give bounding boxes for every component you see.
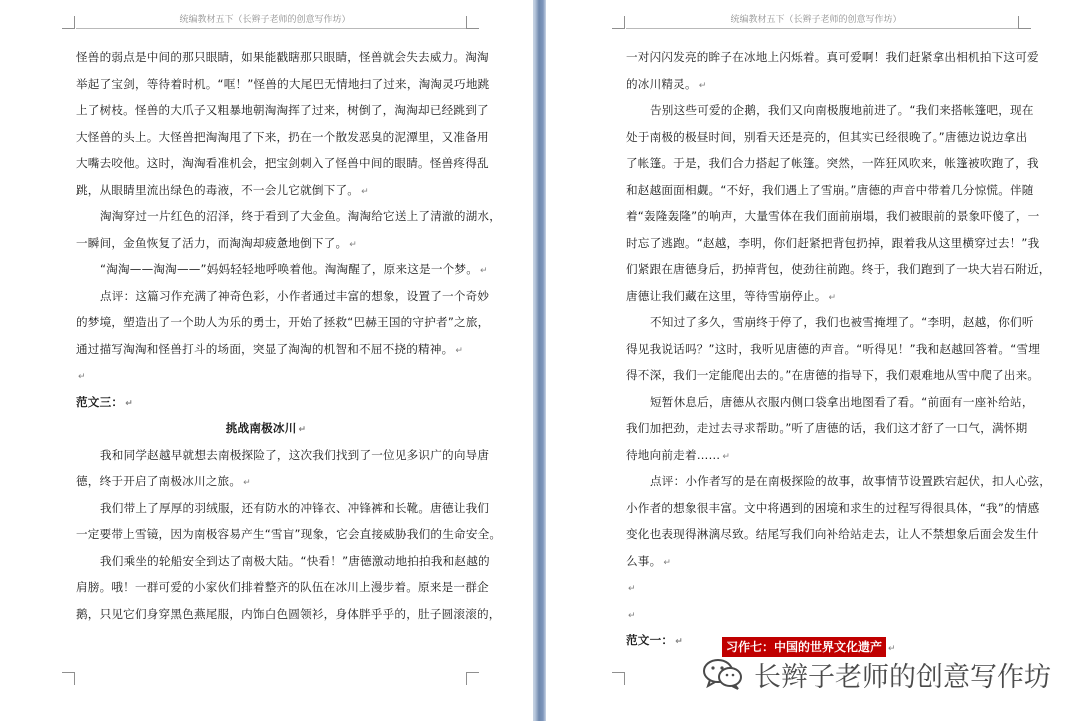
watermark-text: 长辫子老师的创意写作坊	[754, 661, 1051, 693]
page-header: 统编教材五下（长辫子老师的创意写作坊）	[179, 15, 351, 25]
text-line	[76, 574, 489, 601]
text-line	[76, 124, 489, 151]
paragraph-mark: ↵	[888, 644, 896, 654]
line-text: 得见我说话吗？”这时，我听见唐德的声音。“听得见！”我和赵越回答着。“雪埋	[626, 341, 1041, 356]
text-line	[76, 203, 501, 230]
line-text: 得不深，我们一定能爬出去的。”在唐德的指导下，我们艰难地从雪中爬了出来。	[626, 368, 1040, 382]
page-body-right[interactable]	[626, 44, 1051, 654]
text-line	[626, 150, 1039, 177]
text-line	[626, 309, 1034, 336]
text-line	[626, 362, 1040, 389]
margin-corner-mark	[62, 16, 75, 29]
text-line	[76, 468, 456, 495]
line-text: 处于南极的极昼时间，别看天还是亮的，但其实已经很晚了。”唐德边说边拿出	[626, 129, 1028, 144]
line-text: 的梦境，塑造出了一个助人为乐的勇士，开始了拯救“巴赫王国的守护者”之旅，	[76, 315, 490, 329]
text-line	[76, 230, 456, 257]
line-text: 点评：小作者写的是在南极探险的故事，故事情节设置跌宕起伏，扣人心弦，	[650, 474, 1051, 488]
paragraph-mark: ↵	[361, 186, 369, 197]
text-line	[626, 230, 1040, 257]
line-text: 鹅，只见它们身穿黑色燕尾服，内饰白色圆领衫，身体胖乎乎的，肚子圆滚滚的，	[76, 606, 501, 621]
text-line	[76, 442, 490, 469]
line-text: 时忘了逃跑。“赵越，李明，你们赶紧把背包扔掉，跟着我从这里横穿过去！”我	[626, 235, 1040, 250]
text-line	[76, 150, 489, 177]
text-line	[626, 336, 1041, 363]
paragraph-mark: ↵	[243, 478, 251, 488]
text-line	[626, 389, 1034, 416]
line-text: 跳，从眼睛里流出绿色的毒液，不一会儿它就倒下了。	[76, 182, 360, 197]
line-text: 着“轰隆轰隆”的响声，大量雪体在我们面前崩塌，我们被眼前的景象吓傻了，一	[626, 209, 1040, 223]
text-line	[626, 283, 1008, 310]
line-text: 大怪兽的头上。大怪兽把淘淘甩了下来，扔在一个散发恶臭的泥潭里，又准备用	[76, 129, 489, 144]
text-line	[626, 495, 1040, 522]
line-text: 通过描写淘淘和怪兽打斗的场面，突显了淘淘的机智和不屈不挠的精神。	[76, 341, 454, 356]
header-rule	[626, 28, 1018, 29]
text-line	[626, 177, 1034, 204]
paragraph-mark: ↵	[628, 610, 636, 621]
paragraph-mark: ↵	[828, 292, 837, 303]
line-text: 范文三：	[76, 394, 124, 409]
header-rule	[76, 28, 466, 29]
section-title: 习作七：中国的世界文化遗产	[722, 637, 886, 657]
text-line	[626, 468, 1051, 495]
paragraph-mark: ↵	[349, 239, 358, 250]
line-text: 变化也表现得淋漓尽致。结尾写我们向补给站走去，让人不禁想象后面会发生什	[626, 527, 1039, 541]
paragraph-mark: ↵	[675, 637, 683, 647]
paragraph-mark: ↵	[480, 266, 488, 276]
line-text: 们紧跟在唐德身后，扔掉背包，使劲往前跑。终于，我们跑到了一块大岩石附近，	[626, 262, 1051, 276]
text-line	[76, 309, 490, 336]
text-line	[626, 256, 1051, 283]
line-text: 德，终于开启了南极冰川之旅。	[76, 474, 242, 488]
paragraph-mark: ↵	[628, 584, 636, 594]
margin-corner-mark	[1018, 16, 1031, 29]
text-line	[76, 97, 489, 124]
line-text: 待地向前走着……	[626, 447, 721, 462]
margin-corner-mark	[466, 16, 479, 29]
text-line	[76, 71, 490, 98]
text-line	[626, 574, 1008, 601]
text-line	[626, 415, 1028, 442]
line-text: 点评：这篇习作充满了神奇色彩，小作者通过丰富的想象，设置了一个奇妙	[100, 288, 490, 303]
line-text: 了帐篷。于是，我们合力搭起了帐篷。突然，一阵狂风吹来，帐篷被吹跑了，我	[626, 156, 1039, 170]
text-line	[76, 548, 490, 575]
line-text: 的冰川精灵。	[626, 76, 697, 91]
text-line	[626, 548, 1008, 575]
text-line	[626, 442, 1008, 469]
document-page-left[interactable]	[0, 0, 533, 721]
paragraph-mark: ↵	[298, 425, 307, 435]
paragraph-mark: ↵	[663, 557, 672, 568]
text-line	[76, 256, 488, 283]
paragraph-mark: ↵	[125, 398, 133, 409]
line-text: 唐德让我们藏在这里，等待雪崩停止。	[626, 288, 827, 303]
page-body-left[interactable]	[76, 44, 502, 627]
text-line	[76, 495, 490, 522]
line-text: 不知过了多久，雪崩终于停了，我们也被雪掩埋了。“李明，赵越，你们听	[650, 315, 1034, 329]
paragraph-mark: ↵	[455, 345, 464, 356]
line-text: 范文一：	[626, 633, 674, 647]
document-page-right[interactable]	[546, 0, 1080, 721]
line-text: 一定要带上雪镜，因为南极容易产生“雪盲”现象，它会直接威胁我们的生命安全。	[76, 527, 502, 541]
line-text: 短暂休息后，唐德从衣服内侧口袋拿出地图看了看。“前面有一座补给站，	[650, 394, 1034, 409]
margin-corner-mark	[612, 672, 625, 685]
text-line	[76, 415, 456, 442]
line-text: 怪兽的弱点是中间的那只眼睛，如果能戳瞎那只眼睛，怪兽就会失去威力。淘淘	[76, 50, 489, 64]
line-text: 告别这些可爱的企鹅，我们又向南极腹地前进了。“我们来搭帐篷吧，现在	[650, 103, 1034, 117]
paragraph-mark: ↵	[78, 372, 86, 382]
line-text: 肩膀。哦！一群可爱的小家伙们排着整齐的队伍在冰川上漫步着。原来是一群企	[76, 580, 489, 594]
text-line	[76, 283, 490, 310]
line-text: 和赵越面面相觑。“不好，我们遇上了雪崩。”唐德的声音中带着几分惊慌。伴随	[626, 182, 1034, 197]
line-text: 么事。	[626, 553, 662, 568]
line-text: 小作者的想象很丰富。文中将遇到的困境和求生的过程写得很具体，“我”的情感	[626, 500, 1040, 515]
margin-corner-mark	[62, 672, 75, 685]
text-line	[76, 521, 502, 548]
line-text: 我和同学赵越早就想去南极探险了，这次我们找到了一位见多识广的向导唐	[100, 447, 490, 462]
text-line	[626, 44, 1039, 71]
text-line	[626, 601, 1008, 628]
text-line	[626, 521, 1039, 548]
text-line	[76, 389, 456, 416]
margin-corner-mark	[466, 672, 479, 685]
line-text: 我们带上了厚厚的羽绒服，还有防水的冲锋衣、冲锋裤和长靴。唐德让我们	[100, 500, 490, 515]
margin-corner-mark	[612, 16, 625, 29]
text-line	[76, 44, 489, 71]
line-text: 我们乘坐的轮船安全到达了南极大陆。“快看！”唐德激动地拍拍我和赵越的	[100, 553, 490, 568]
text-line	[626, 203, 1040, 230]
line-text: 一对闪闪发亮的眸子在冰地上闪烁着。真可爱啊！我们赶紧拿出相机拍下这可爱	[626, 50, 1039, 64]
wechat-logo-icon	[702, 657, 744, 691]
line-text: 大嘴去咬他。这时，淘淘看准机会，把宝剑刺入了怪兽中间的眼睛。怪兽疼得乱	[76, 156, 489, 170]
line-text: 挑战南极冰川	[225, 421, 297, 435]
page-gap-divider	[533, 0, 546, 721]
line-text: 上了树枝。怪兽的大爪子又粗暴地朝淘淘挥了过来，树倒了，淘淘却已经跳到了	[76, 103, 489, 117]
page-header: 统编教材五下（长辫子老师的创意写作坊）	[730, 15, 902, 25]
line-text: 一瞬间，金鱼恢复了活力，而淘淘却疲惫地倒下了。	[76, 235, 348, 250]
line-text: 我们加把劲，走过去寻求帮助。”听了唐德的话，我们这才舒了一口气，满怀期	[626, 421, 1028, 435]
watermark	[702, 654, 1051, 694]
text-line	[76, 362, 456, 389]
text-line	[76, 601, 501, 628]
text-line	[626, 124, 1028, 151]
line-text: 淘淘穿过一片红色的沼泽，终于看到了大金鱼。淘淘给它送上了清澈的湖水，	[100, 209, 501, 223]
text-line	[626, 71, 1008, 98]
text-line	[76, 177, 456, 204]
paragraph-mark: ↵	[698, 80, 707, 91]
paragraph-mark: ↵	[722, 451, 731, 462]
line-text: “淘淘——淘淘——”妈妈轻轻地呼唤着他。淘淘醒了，原来这是一个梦。	[100, 262, 479, 276]
text-line	[626, 97, 1034, 124]
line-text: 举起了宝剑，等待着时机。“哐！”怪兽的大尾巴无情地扫了过来，淘淘灵巧地跳	[76, 76, 490, 91]
text-line	[76, 336, 464, 363]
